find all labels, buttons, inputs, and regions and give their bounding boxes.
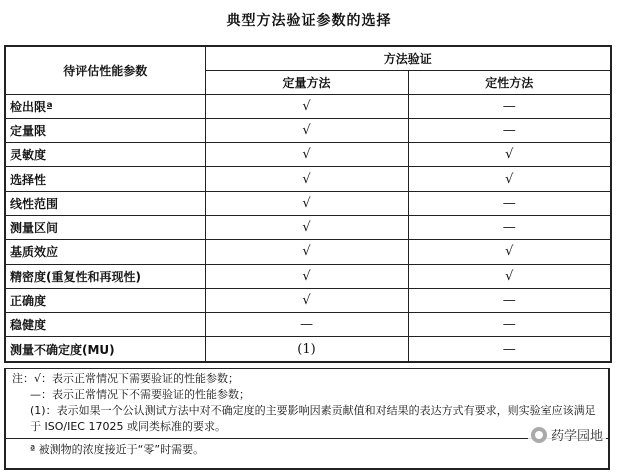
qual-cell: √	[408, 240, 611, 264]
qual-cell: —	[408, 313, 611, 337]
qual-cell: —	[408, 118, 611, 142]
table-row	[5, 288, 611, 312]
param-cell: 精密度(重复性和再现性)	[5, 264, 205, 288]
qual-cell: √	[408, 264, 611, 288]
quant-cell: √	[205, 118, 408, 142]
note-dash: —：表示正常情况下不需要验证的性能参数；	[30, 388, 250, 401]
method-validation-header: 方法验证	[205, 46, 611, 70]
watermark	[528, 425, 606, 444]
quant-cell: √	[205, 264, 408, 288]
notes-divider	[6, 438, 608, 439]
qual-cell: —	[408, 288, 611, 312]
table-row	[5, 215, 611, 239]
table-row	[5, 337, 611, 362]
notes-box	[4, 368, 610, 470]
qual-cell: —	[408, 191, 611, 215]
quant-cell: (1)	[205, 337, 408, 362]
note-uncertainty: (1)：表示如果一个公认测试方法中对不确定度的主要影响因素贡献值和对结果的表达方式有要求，则实验室应该满足于 ISO/IEC 17025 或同类标准的要求。	[30, 404, 596, 433]
qual-cell: √	[408, 167, 611, 191]
quant-cell: √	[205, 191, 408, 215]
wechat-icon	[531, 427, 547, 443]
quant-column-header: 定量方法	[205, 70, 408, 94]
table-row	[5, 118, 611, 142]
table-row	[5, 94, 611, 118]
quant-cell: √	[205, 215, 408, 239]
param-cell: 正确度	[5, 288, 205, 312]
quant-cell: √	[205, 240, 408, 264]
param-cell: 定量限	[5, 118, 205, 142]
param-cell: 测量不确定度(MU)	[5, 337, 205, 362]
quant-cell: √	[205, 143, 408, 167]
param-cell: 稳健度	[5, 313, 205, 337]
param-cell: 测量区间	[5, 215, 205, 239]
quant-cell: √	[205, 94, 408, 118]
quant-cell: √	[205, 167, 408, 191]
qual-cell: —	[408, 337, 611, 362]
quant-cell: √	[205, 288, 408, 312]
footnote: ª 被测物的浓度接近于“零”时需要。	[30, 443, 205, 456]
note-check: 注：√：表示正常情况下需要验证的性能参数；	[12, 372, 240, 385]
table-row	[5, 143, 611, 167]
param-cell: 线性范围	[5, 191, 205, 215]
qual-cell: √	[408, 143, 611, 167]
table-row	[5, 313, 611, 337]
page-title: 典型方法验证参数的选择	[226, 13, 392, 29]
table-row	[5, 264, 611, 288]
table-row	[5, 240, 611, 264]
validation-table	[4, 45, 612, 363]
qual-cell: —	[408, 94, 611, 118]
qual-cell: —	[408, 215, 611, 239]
param-column-header: 待评估性能参数	[5, 46, 205, 94]
param-cell: 灵敏度	[5, 143, 205, 167]
quant-cell: —	[205, 313, 408, 337]
param-cell: 选择性	[5, 167, 205, 191]
watermark-text: 药学园地	[550, 429, 603, 444]
param-cell: 基质效应	[5, 240, 205, 264]
qual-column-header: 定性方法	[408, 70, 611, 94]
table-row	[5, 191, 611, 215]
table-row	[5, 167, 611, 191]
param-cell: 检出限ª	[5, 94, 205, 118]
